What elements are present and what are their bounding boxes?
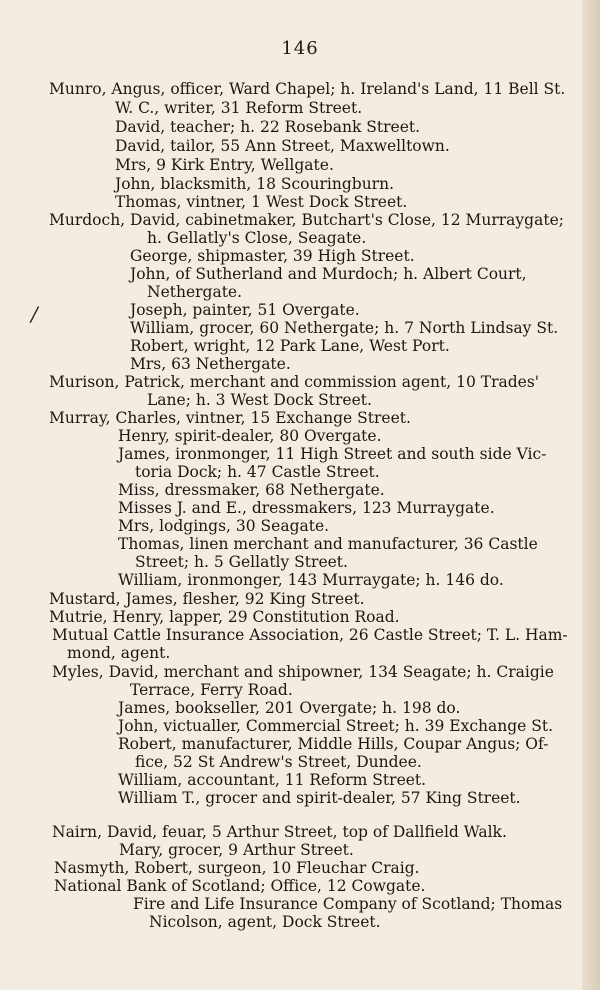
entry-line: John, of Sutherland and Murdoch; h. Albert Court, (130, 265, 527, 283)
entry-line: William T., grocer and spirit-dealer, 57 King Street. (118, 789, 521, 807)
entry-line: National Bank of Scotland; Office, 12 Cowgate. (54, 877, 426, 895)
entry-line: Henry, spirit-dealer, 80 Overgate. (118, 427, 382, 445)
entry-line: Munro, Angus, officer, Ward Chapel; h. Ireland's Land, 11 Bell St. (49, 80, 566, 98)
entry-line: Thomas, vintner, 1 West Dock Street. (115, 193, 408, 211)
entry-line: Robert, wright, 12 Park Lane, West Port. (130, 337, 450, 355)
entry-line: Misses J. and E., dressmakers, 123 Murraygate. (118, 499, 495, 517)
entry-line: Myles, David, merchant and shipowner, 134 Seagate; h. Craigie (52, 663, 554, 681)
entry-line: John, victualler, Commercial Street; h. 39 Exchange St. (118, 717, 553, 735)
entry-line: Thomas, linen merchant and manufacturer, 36 Castle (118, 535, 538, 553)
entry-line: George, shipmaster, 39 High Street. (130, 247, 415, 265)
entry-line: William, accountant, 11 Reform Street. (118, 771, 427, 789)
entry-line: Nasmyth, Robert, surgeon, 10 Fleuchar Craig. (54, 859, 420, 877)
entry-line: Robert, manufacturer, Middle Hills, Coupar Angus; Of- (118, 735, 549, 753)
entry-line: Nicolson, agent, Dock Street. (149, 913, 381, 931)
entry-line: Murdoch, David, cabinetmaker, Butchart's Close, 12 Murraygate; (49, 211, 564, 229)
entry-line: John, blacksmith, 18 Scouringburn. (115, 175, 394, 193)
entry-line: Mutrie, Henry, lapper, 29 Constitution Road. (49, 608, 400, 626)
entry-line: James, bookseller, 201 Overgate; h. 198 do. (118, 699, 461, 717)
entry-line: William, ironmonger, 143 Murraygate; h. 146 do. (118, 571, 504, 589)
entry-line: David, teacher; h. 22 Rosebank Street. (115, 118, 421, 136)
entry-line: Nethergate. (147, 283, 243, 301)
entry-line: fice, 52 St Andrew's Street, Dundee. (135, 753, 422, 771)
entry-line: Lane; h. 3 West Dock Street. (147, 391, 372, 409)
entry-line: David, tailor, 55 Ann Street, Maxwelltown. (115, 137, 450, 155)
margin-pencil-mark: / (31, 302, 38, 326)
entry-line: Mustard, James, flesher, 92 King Street. (49, 590, 365, 608)
entry-line: Street; h. 5 Gellatly Street. (135, 553, 348, 571)
entry-line: Mrs, 9 Kirk Entry, Wellgate. (115, 156, 334, 174)
entry-line: James, ironmonger, 11 High Street and south side Vic- (118, 445, 547, 463)
entry-line: W. C., writer, 31 Reform Street. (115, 99, 363, 117)
entry-line: Joseph, painter, 51 Overgate. (130, 301, 360, 319)
entry-line: Mrs, 63 Nethergate. (130, 355, 291, 373)
entry-line: William, grocer, 60 Nethergate; h. 7 North Lindsay St. (130, 319, 559, 337)
entry-line: mond, agent. (67, 644, 171, 662)
entry-line: Murison, Patrick, merchant and commission agent, 10 Trades' (49, 373, 540, 391)
page-number: 146 (281, 38, 319, 59)
entry-line: Murray, Charles, vintner, 15 Exchange Street. (49, 409, 411, 427)
entry-line: Mary, grocer, 9 Arthur Street. (119, 841, 354, 859)
entry-line: Mutual Cattle Insurance Association, 26 Castle Street; T. L. Ham- (52, 626, 568, 644)
entry-line: toria Dock; h. 47 Castle Street. (135, 463, 380, 481)
entry-line: h. Gellatly's Close, Seagate. (147, 229, 367, 247)
entry-line: Fire and Life Insurance Company of Scotland; Thomas (133, 895, 563, 913)
entry-line: Nairn, David, feuar, 5 Arthur Street, top of Dallfield Walk. (52, 823, 507, 841)
entry-line: Terrace, Ferry Road. (130, 681, 293, 699)
entry-line: Mrs, lodgings, 30 Seagate. (118, 517, 330, 535)
entry-line: Miss, dressmaker, 68 Nethergate. (118, 481, 385, 499)
